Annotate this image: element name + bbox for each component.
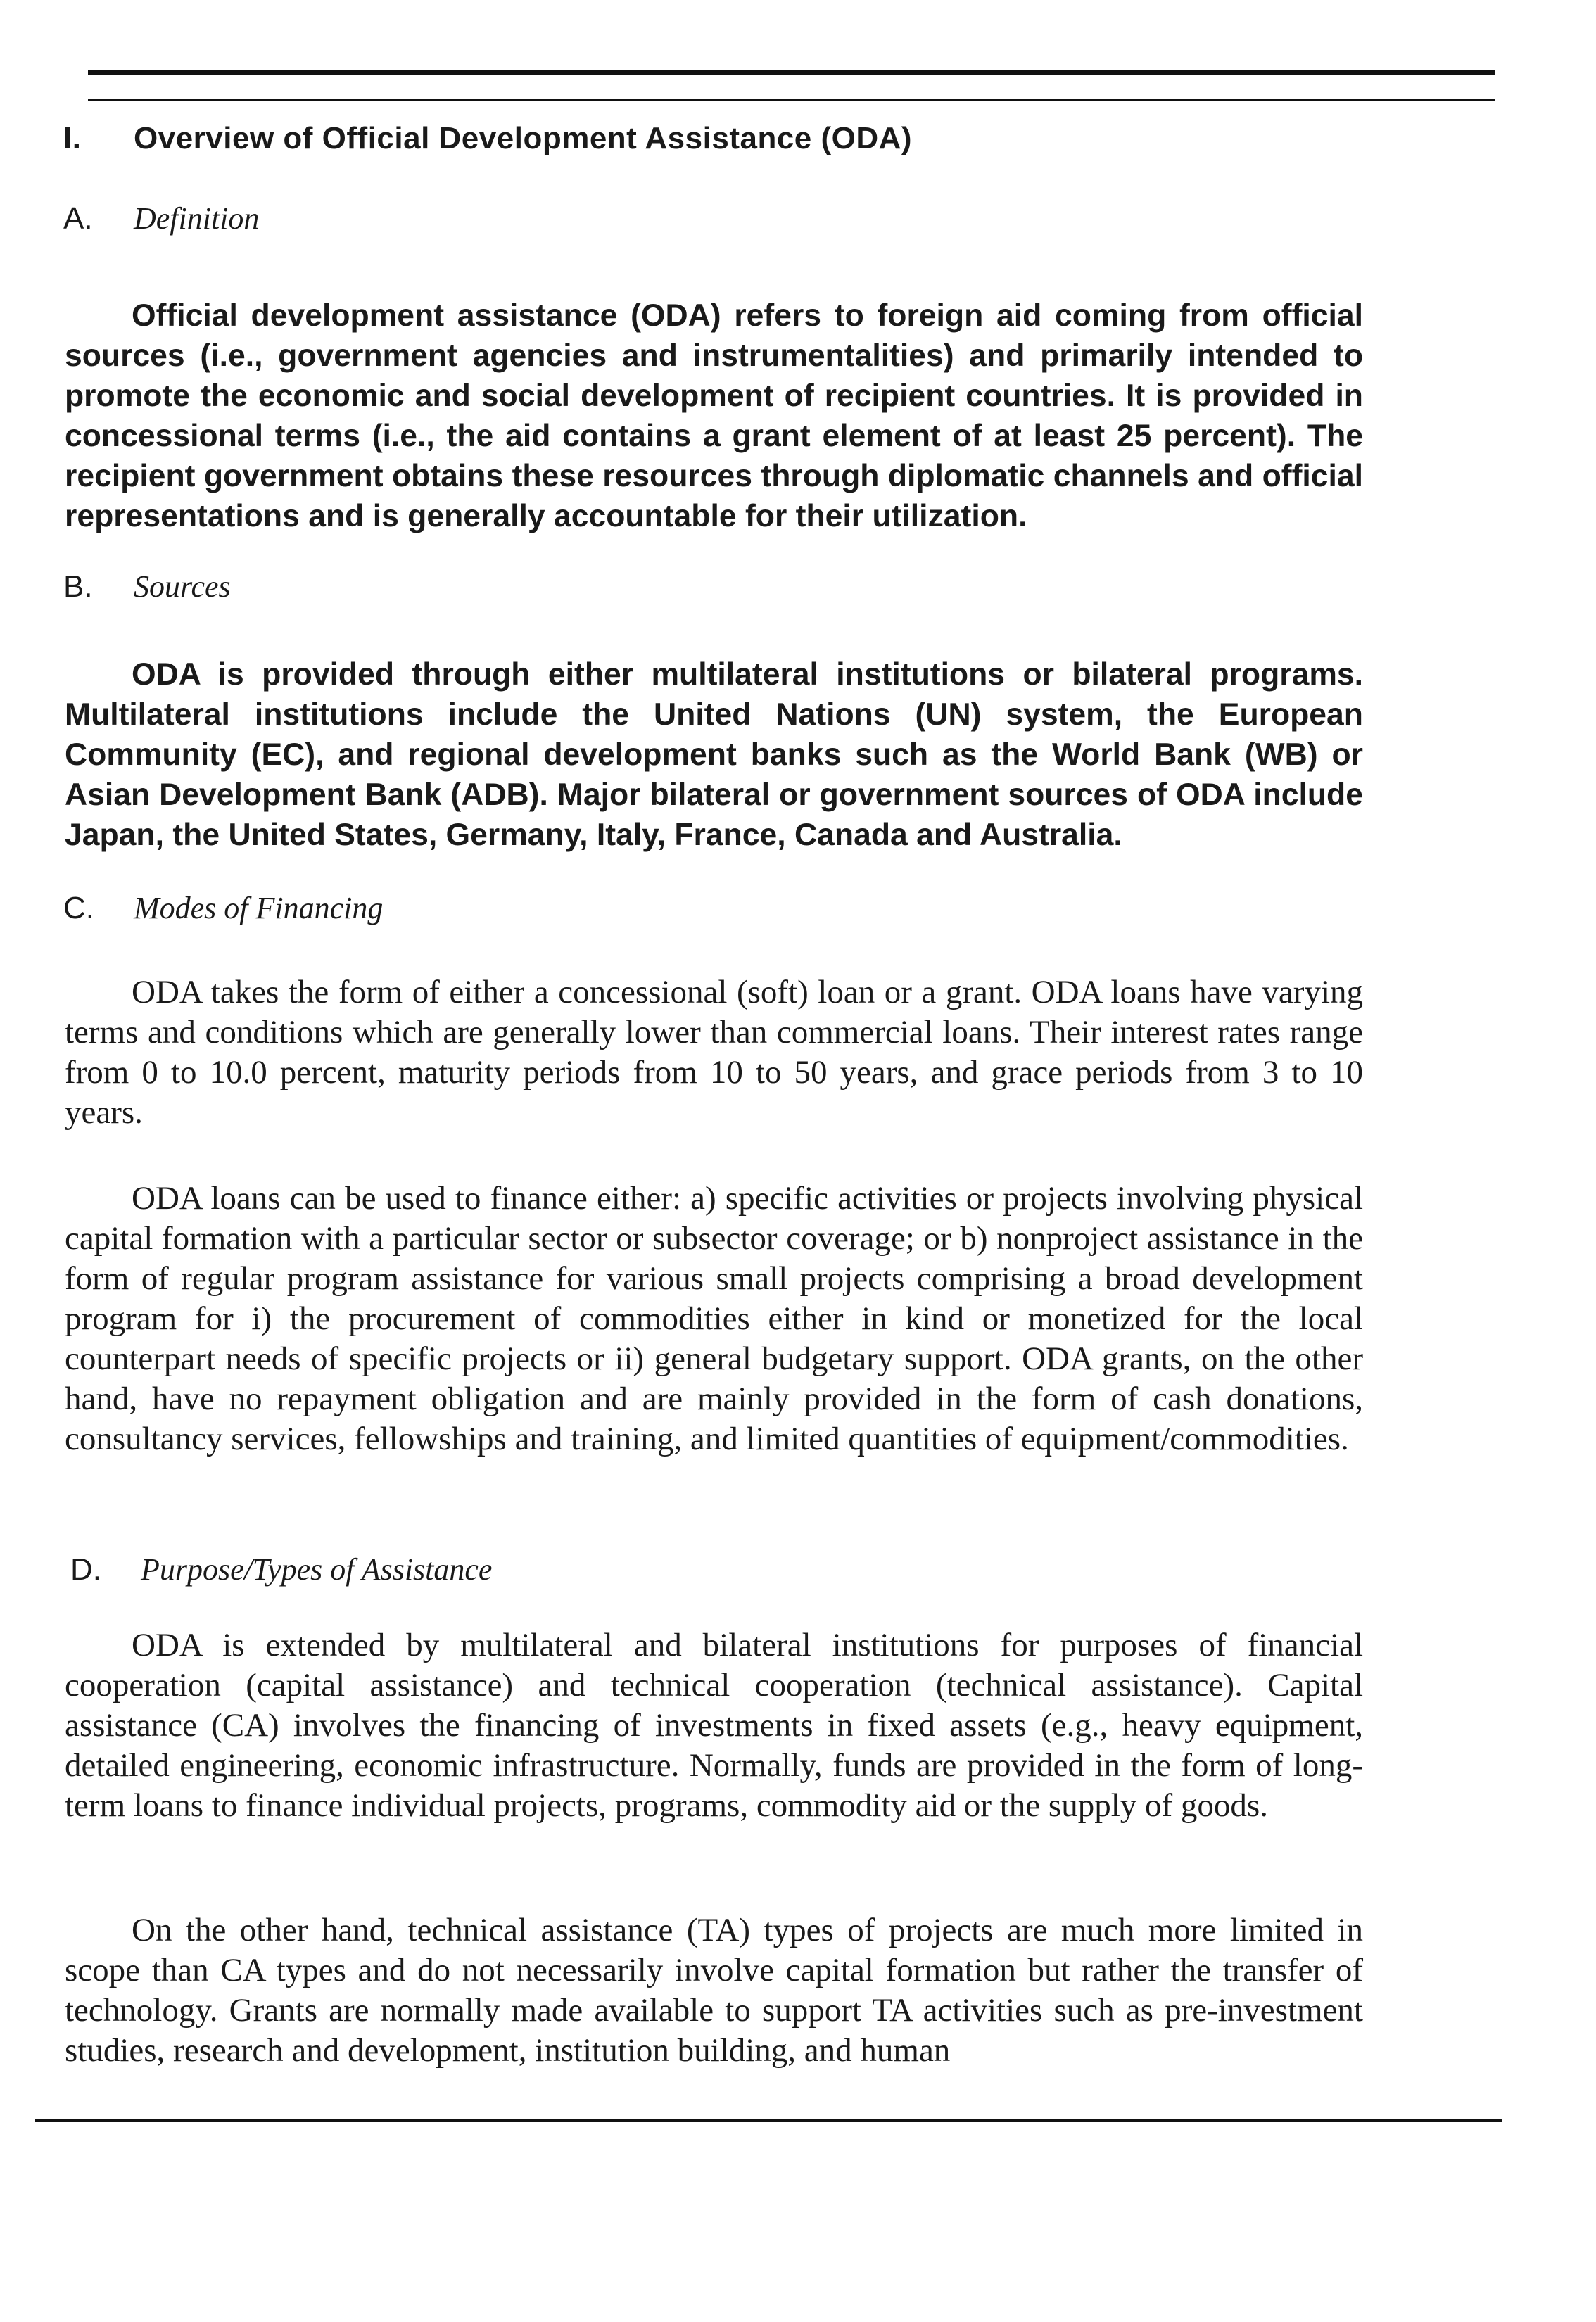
subsection-heading-sources xyxy=(63,569,231,604)
subsection-letter: B. xyxy=(63,569,93,604)
subsection-letter: A. xyxy=(63,201,93,236)
subsection-letter: C. xyxy=(63,891,94,925)
subsection-title: Sources xyxy=(134,569,231,604)
sources-paragraph: ODA is provided through either multilateral institutions or bilateral programs. Multilateral institutions include the United Nations (UN) system, the European Community (EC), and regional development banks such as the World Bank (WB) or Asian Development Bank (ADB). Major bilateral or government sources of ODA include Japan, the United States, Germany, Italy, France, Canada and Australia. xyxy=(65,657,1363,852)
bottom-rule xyxy=(35,2119,1502,2122)
modes-paragraph-1: ODA takes the form of either a concessional (soft) loan or a grant. ODA loans have varying terms and conditions which are generally lower than commercial loans. Their interest rates range from 0 to 10.0 percent, maturity periods from 10 to 50 years, and grace periods from 3 to 10 years. xyxy=(65,974,1363,1131)
purpose-paragraph-2: On the other hand, technical assistance (TA) types of projects are much more limited in scope than CA types and do not necessarily involve capital formation but rather the transfer of technology. Grants are normally made available to support TA activities such as pre-investment studies, research and development, institution building, and human xyxy=(65,1912,1363,2069)
subsection-heading-purpose xyxy=(70,1552,492,1587)
subsection-heading-definition xyxy=(63,201,259,236)
section-heading xyxy=(63,121,912,156)
modes-paragraph-2: ODA loans can be used to finance either: a) specific activities or projects involving physical capital formation with a particular sector or subsector coverage; or b) nonproject assistance in the form of regular program assistance for various small projects comprising a broad development program for i) the procurement of commodities either in kind or monetized for the local counterpart needs of specific projects or ii) general budgetary support. ODA grants, on the other hand, have no repayment obligation and are mainly provided in the form of cash donations, consultancy services, fellowships and training, and limited quantities of equipment/commodities. xyxy=(65,1180,1363,1457)
definition-paragraph: Official development assistance (ODA) refers to foreign aid coming from official sources (i.e., government agencies and instrumentalities) and primarily intended to promote the economic and social development of recipient countries. It is provided in concessional terms (i.e., the aid contains a grant element of at least 25 percent). The recipient government obtains these resources through diplomatic channels and official representations and is generally accountable for their utilization. xyxy=(65,298,1363,533)
subsection-title: Definition xyxy=(134,201,260,236)
section-number: I. xyxy=(63,121,82,156)
section-title: Overview of Official Development Assistance (ODA) xyxy=(134,121,913,156)
purpose-paragraph-1: ODA is extended by multilateral and bilateral institutions for purposes of financial cooperation (capital assistance) and technical cooperation (technical assistance). Capital assistance (CA) involves the financing of investments in fixed assets (e.g., heavy equipment, detailed engineering, economic infrastructure. Normally, funds are provided in the form of long-term loans to finance individual projects, programs, commodity aid or the supply of goods. xyxy=(65,1627,1363,1824)
subsection-letter: D. xyxy=(70,1552,101,1587)
subsection-title: Purpose/Types of Assistance xyxy=(141,1552,493,1587)
top-rule-thin xyxy=(88,99,1495,101)
subsection-heading-modes xyxy=(63,890,383,926)
top-rule xyxy=(88,70,1495,75)
subsection-title: Modes of Financing xyxy=(134,891,384,925)
